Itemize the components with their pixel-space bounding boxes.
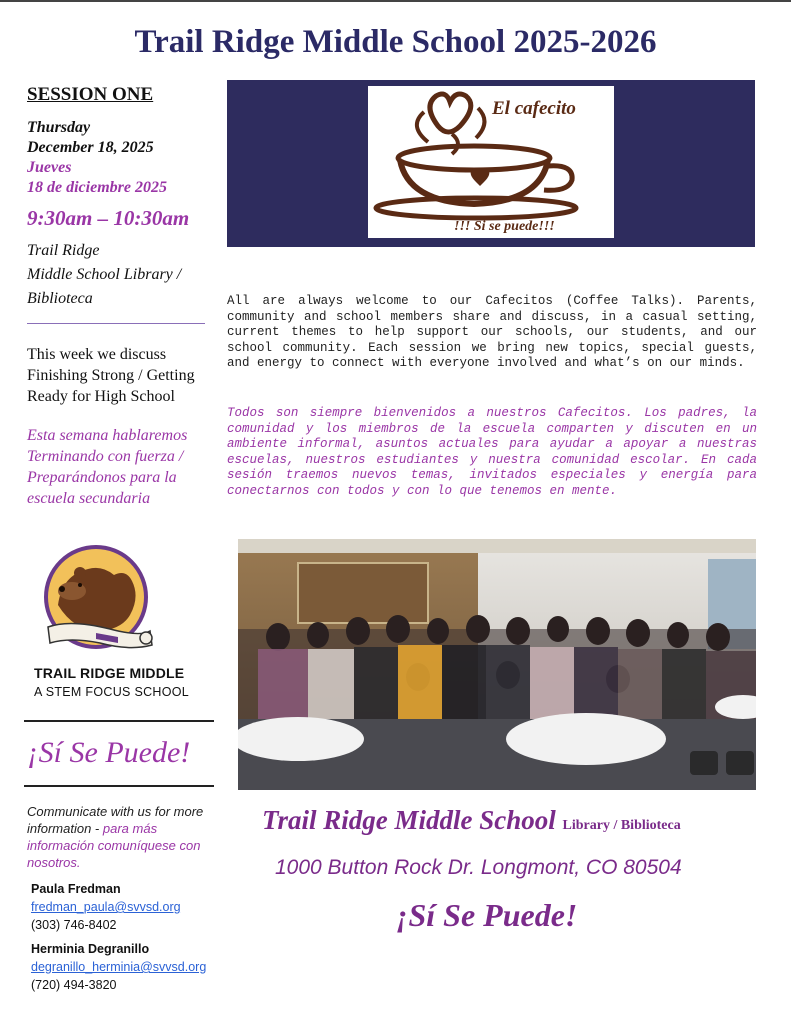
footer-slogan: ¡Sí Se Puede! [396,897,578,933]
slogan: ¡Sí Se Puede! [27,736,191,769]
left-column [27,84,217,509]
contact-phone: (720) 494-3820 [31,978,117,992]
group-photo [238,539,756,790]
footer-school-name: Trail Ridge Middle School [262,805,556,835]
contact-email-link[interactable]: fredman_paula@svvsd.org [31,900,181,914]
contact-name: Herminia Degranillo [31,942,150,956]
divider [24,785,214,787]
top-rule [0,0,791,2]
cafecito-logo [368,86,614,238]
bear-mascot-icon [40,545,160,653]
section-divider [27,323,205,324]
footer-library: Library / Biblioteca [562,818,681,833]
location-line: Middle School Library / [27,266,182,283]
group-photo-image [238,539,756,790]
divider [24,720,214,722]
intro-spanish: Todos son siempre bienvenidos a nuestros Cafecitos. Los padres, la comunidad y los miembros de la escuela comparten y discuten en un ambiente informal, asuntos actuales para ayudar a apoyar a nuestras escuelas, nuestros estudiantes y nuestra comunidad escolar. En cada sesión traemos nuevos temas, invitados especiales y energía para conectarnos con todos y con lo que tenemos en mente. [227,406,757,498]
contact-phone: (303) 746-8402 [31,918,117,932]
cafecito-slogan: !!! Si se puede!!! [454,219,555,234]
date-spanish-text: 18 de diciembre 2025 [27,179,167,196]
communicate-spanish: para más información comuníquese con nosotros. [27,821,201,870]
day-spanish: Jueves [27,159,72,176]
contact-name: Paula Fredman [31,882,121,896]
session-time: 9:30am – 10:30am [27,206,190,230]
communicate-note [27,803,217,871]
session-location [27,239,217,311]
cafecito-banner [227,80,755,247]
contact-email-link[interactable]: degranillo_herminia@svvsd.org [31,960,207,974]
topic-english: This week we discuss Finishing Strong / Getting Ready for High School [27,346,195,405]
intro-english: All are always welcome to our Cafecitos (Coffee Talks). Parents, community and school members share and discuss, in a casual setting, current themes to help support our schools, our students, and our school community. Each session we bring new topics, special guests, and energy to connect with everyone involved and what’s on our minds. [227,294,757,370]
logo-school-subtitle: A STEM FOCUS SCHOOL [34,685,190,699]
communicate-english: Communicate with us for more information - [27,804,204,836]
topic-spanish: Esta semana hablaremos Terminando con fuerza / Preparándonos para la escuela secundaria [27,427,188,507]
contact-card [31,940,206,994]
location-line: Biblioteca [27,290,93,307]
date-spanish [27,158,217,198]
date-english-text: December 18, 2025 [27,139,154,156]
date-english [27,118,217,158]
footer-address: 1000 Button Rock Dr. Longmont, CO 80504 [275,856,682,879]
logo-school-name: TRAIL RIDGE MIDDLE [34,665,185,681]
cafecito-title: El cafecito [492,98,576,119]
school-logo [40,545,160,653]
day-english: Thursday [27,119,91,136]
coffee-cup-icon [368,86,614,238]
location-line: Trail Ridge [27,242,100,259]
session-label: SESSION ONE [27,84,154,105]
page-title: Trail Ridge Middle School 2025-2026 [134,24,657,60]
contact-card [31,880,181,934]
footer-school [262,805,681,836]
